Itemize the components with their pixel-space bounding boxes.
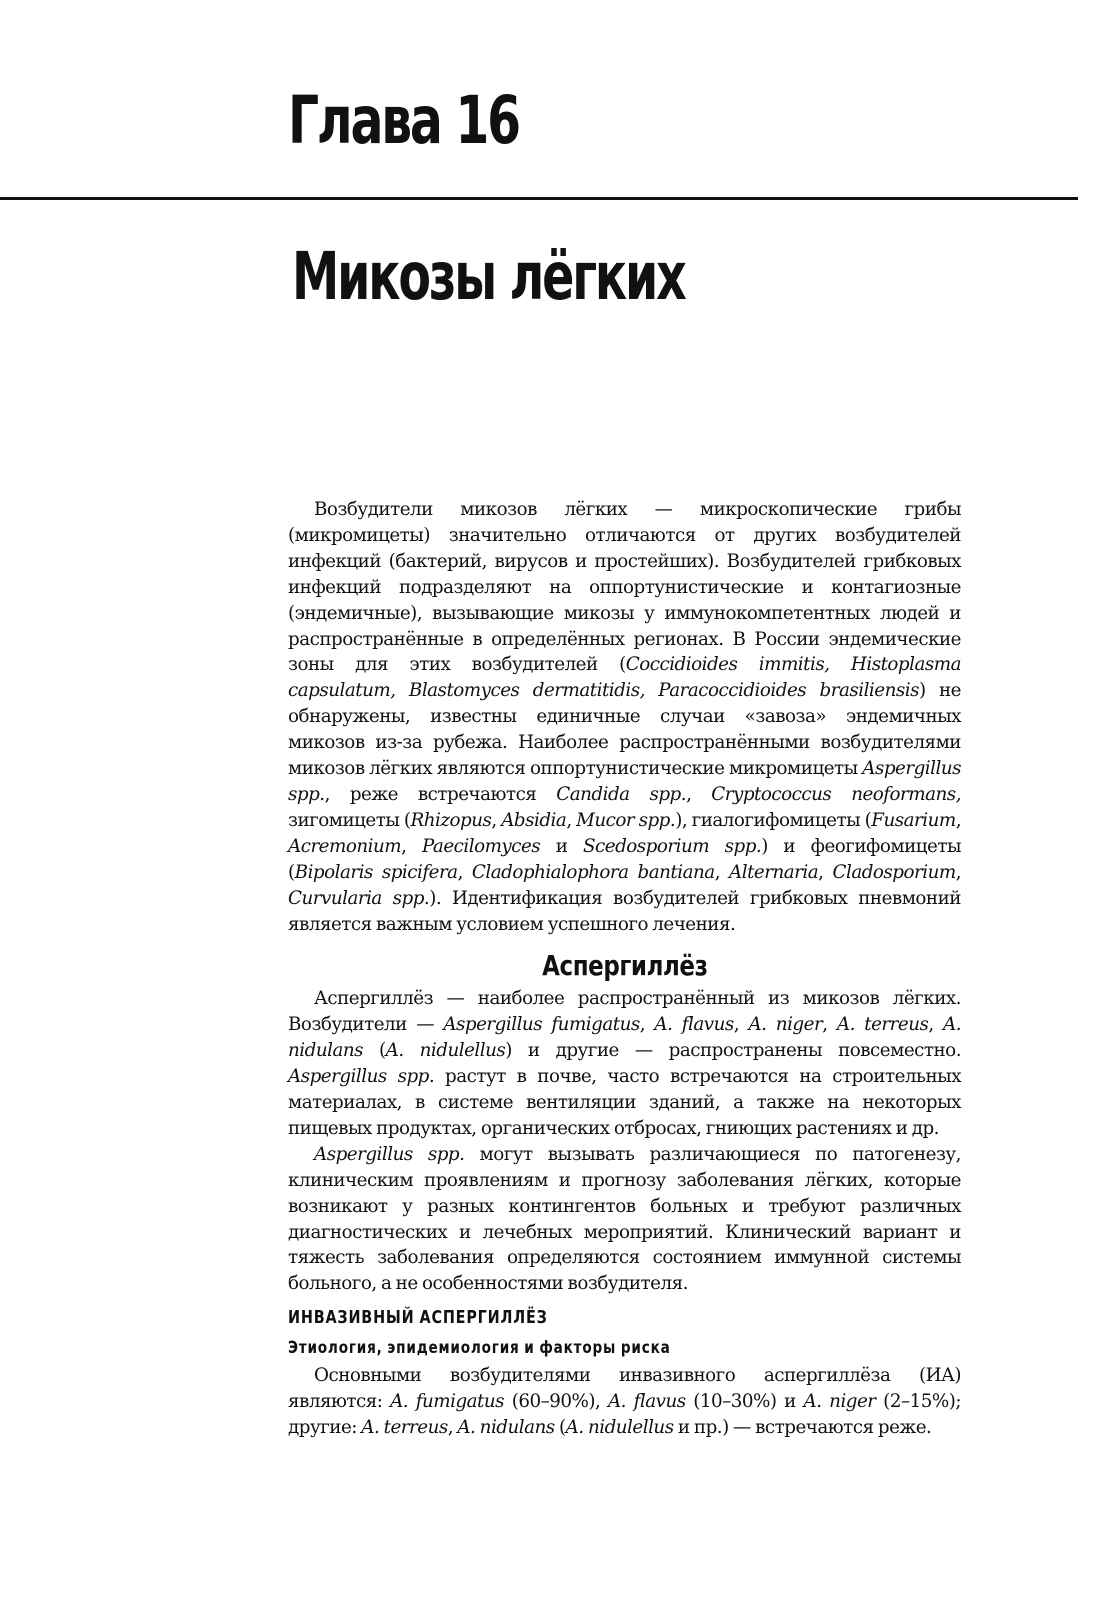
italic-term: A. niger <box>748 1014 823 1036</box>
text-run: (10–30%) и <box>685 1391 804 1413</box>
page-body <box>288 497 961 1441</box>
text-run: ) не обнаружены, известны единичные случаи «завоза» эндемичных микозов из-за рубежа. Наиболее распространёнными возбудителями микозов лёгких являются оппортунистические микромицеты <box>288 680 962 780</box>
text-run: , <box>955 861 962 883</box>
italic-term: Paecilomyces <box>421 835 541 857</box>
italic-term: A. terreus <box>836 1014 929 1036</box>
text-run: ) и другие — распространены повсеместно. <box>505 1040 961 1062</box>
italic-term: Mucor spp. <box>576 809 676 831</box>
italic-term: A. nidulellus <box>565 1417 674 1439</box>
chapter-label: Глава 16 <box>288 82 519 159</box>
italic-term: Aspergillus spp. <box>288 758 961 805</box>
italic-term: A. terreus <box>361 1417 448 1439</box>
text-run: , <box>733 1014 749 1036</box>
italic-term: Curvularia spp. <box>288 887 430 909</box>
text-run: зигомицеты ( <box>288 809 411 831</box>
aspergillosis-paragraph-2 <box>288 1142 961 1297</box>
italic-term: Scedosporium spp. <box>583 835 762 857</box>
text-run: , <box>401 835 422 857</box>
text-run: Основными возбудителями инвазивного аспергиллёза (ИА) являются: <box>288 1365 961 1413</box>
text-run: ). Идентификация возбудителей грибковых пневмоний является важным условием успешного лечения. <box>288 887 961 935</box>
text-run: , <box>686 783 712 805</box>
text-run: , <box>639 1014 655 1036</box>
text-run: ), гиалогифомицеты ( <box>675 809 872 831</box>
text-run: ( <box>554 1417 566 1439</box>
text-run: , <box>447 1417 458 1439</box>
italic-term: Aspergillus fumigatus <box>443 1014 640 1036</box>
text-run: , <box>818 861 833 883</box>
text-run: и пр.) — встречаются реже. <box>673 1417 932 1439</box>
italic-term: A. nidulans <box>457 1417 555 1439</box>
italic-term: Fusarium <box>871 809 956 831</box>
text-run: ) и феогифомицеты ( <box>288 835 962 883</box>
text-run: , <box>955 809 962 831</box>
text-run: , <box>457 861 472 883</box>
aspergillosis-paragraph-1 <box>288 986 961 1141</box>
italic-term: Rhizopus <box>410 809 492 831</box>
text-run: , <box>714 861 730 883</box>
italic-term: A. flavus <box>654 1014 734 1036</box>
text-run: (2–15%); другие: <box>288 1391 962 1439</box>
italic-term: A. fumigatus <box>390 1391 505 1413</box>
subsection-heading-invasive: ИНВАЗИВНЫЙ АСПЕРГИЛЛЁЗ <box>288 1307 548 1329</box>
italic-term: Bipolaris spicifera <box>294 861 458 883</box>
italic-term: Candida spp. <box>556 783 687 805</box>
section-heading-aspergillosis: Аспергиллёз <box>541 949 708 983</box>
intro-paragraph <box>288 497 961 937</box>
etiology-paragraph <box>288 1363 961 1441</box>
italic-term: Aspergillus spp. <box>314 1143 465 1165</box>
subsubsection-heading-etiology: Этиология, эпидемиология и факторы риска <box>288 1338 671 1359</box>
chapter-title: Микозы лёгких <box>292 238 685 315</box>
text-run: , реже встречаются <box>324 783 557 805</box>
chapter-divider <box>0 197 1078 200</box>
text-run: , <box>566 809 577 831</box>
text-run: ( <box>363 1040 386 1062</box>
text-run: , <box>822 1014 837 1036</box>
text-run: могут вызывать различающиеся по патогенезу, клиническим проявлениям и прогнозу заболевания лёгких, которые возникают у разных контингентов больных и требуют различных диагностических и лечебных мероприятий. Клинический вариант и тяжесть заболевания определяются состоянием иммунной системы больного, а не особенностями возбудителя. <box>288 1143 961 1295</box>
text-run: растут в почве, часто встречаются на строительных материалах, в системе вентиляции зданий, а также на некоторых пищевых продуктах, органических отбросах, гниющих растениях и др. <box>288 1066 961 1139</box>
text-run: , <box>491 809 502 831</box>
italic-term: Cladophialophora bantiana <box>471 861 715 883</box>
italic-term: Alternaria <box>729 861 819 883</box>
italic-term: Acremonium <box>288 835 402 857</box>
italic-term: Cladosporium <box>832 861 956 883</box>
italic-term: A. nidulans <box>288 1014 962 1062</box>
italic-term: Cryptococcus neoformans, <box>711 783 961 805</box>
text-run: и <box>540 835 583 857</box>
text-run: Аспергиллёз — наиболее распространённый из микозов лёгких. Возбудители — <box>288 988 961 1036</box>
italic-term: A. flavus <box>607 1391 686 1413</box>
text-run: (60–90%), <box>504 1391 608 1413</box>
italic-term: A. niger <box>803 1391 876 1413</box>
text-run: , <box>928 1014 944 1036</box>
text-run: Возбудители микозов лёгких — микроскопические грибы (микромицеты) значительно отличаются от других возбудителей инфекций (бактерий, вирусов и простейших). Возбудителей грибковых инфекций подразделяют на оппортунистические и контагиозные (эндемичные), вызывающие микозы у иммунокомпетентных людей и распространённые в определённых регионах. В России эндемические зоны для этих возбудителей ( <box>288 499 961 676</box>
italic-term: Absidia <box>501 809 567 831</box>
italic-term: Aspergillus spp. <box>288 1066 435 1088</box>
italic-term: Coccidioides immitis, Histoplasma capsulatum, Blastomyces dermatitidis, Paracoccidioides brasiliensis <box>288 654 961 702</box>
italic-term: A. nidulellus <box>385 1040 506 1062</box>
